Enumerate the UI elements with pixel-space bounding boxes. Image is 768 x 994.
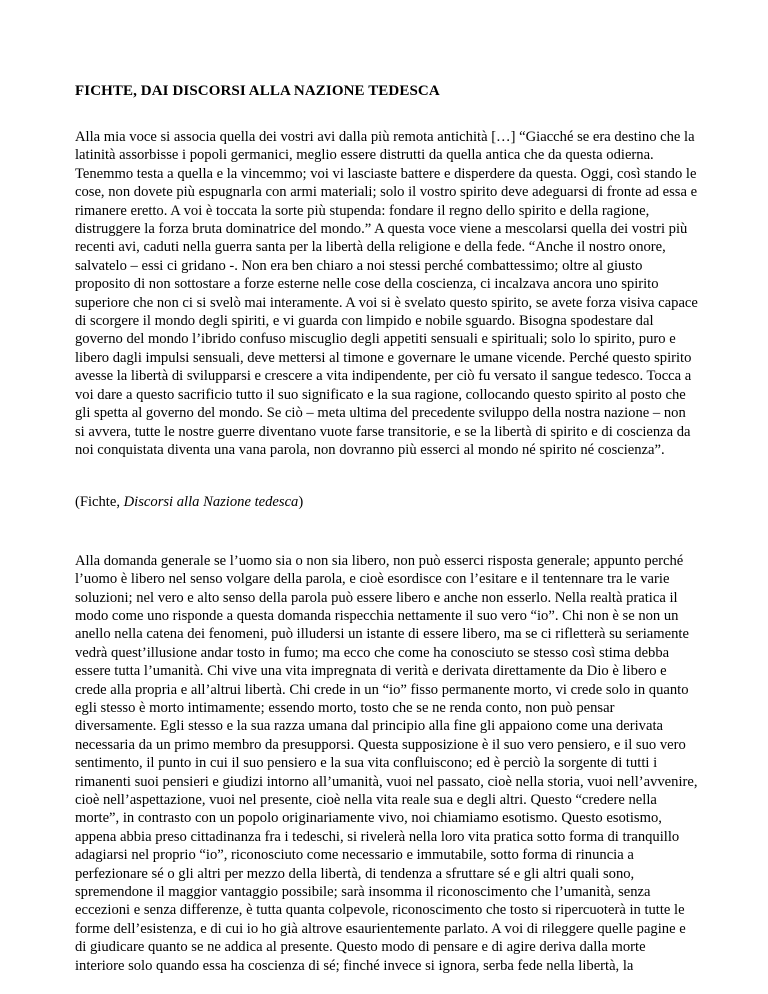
source-prefix: (Fichte, [75, 494, 124, 511]
source-title: Discorsi alla Nazione tedesca [123, 494, 299, 511]
paragraph-liberta: Alla domanda generale se l’uomo sia o non sia libero, non può esserci risposta generale; appunto perché l’uomo è libero nel senso volgare della parola, e cioè esordisce con l’esitare e il tentennare tra le varie soluzioni; nel vero e alto senso della parola può essere libero e anche non esserlo. Nella realtà pratica il modo come uno risponde a questa domanda rispecchia nettamente il suo vero “io”. Chi non è se non un anello nella catena dei fenomeni, può illudersi un istante di essere libero, ma se ci rifletterà su seriamente vedrà quest’illusione andar tosto in fumo; ma ecco che come ha conosciuto se stesso così stima debba essere tutta l’umanità. Chi vive una vita impregnata di verità e derivata direttamente da Dio è libero e crede alla propria e all’altrui libertà. Chi crede in un “io” fisso permanente morto, vi crede solo in quanto egli stesso è morto intimamente; essendo morto, tosto che se ne renda conto, non può pensar diversamente. Egli stesso e la sua razza umana dal principio alla fine gli appaiono come una derivata necessaria da un primo membro da presupporsi. Questa supposizione è il suo vero pensiero, e il suo vero sentimento, il punto in cui il suo pensiero e la sua vita confluiscono; ed è perciò la sorgente di tutti i rimanenti suoi pensieri e giudizi intorno all’umanità, vuoi nel passato, cioè nella storia, vuoi nell’avvenire, cioè nell’aspettazione, vuoi nel presente, cioè nella vita reale sua e degli altri. Questo “credere nella morte”, in contrasto con un popolo originariamente vivo, noi chiamiamo esotismo. Questo esotismo, appena abbia preso cittadinanza fra i tedeschi, si rivelerà nella loro vita pratica sotto forma di tranquillo adagiarsi nel proprio “io”, riconosciuto come necessario e immutabile, sotto forma di rinuncia a perfezionare sé o gli altri per mezzo della libertà, di tendenza a sfruttare sé e gli altri quali sono, spremendone il maggior vantaggio possibile; sarà insomma il riconoscimento che l’umanità, senza eccezioni e senza differenze, è tutta quanta colpevole, riconoscimento che tosto si ripercuoterà in tutte le forme dell’esistenza, e di cui io ho già altrove esaurientemente parlato. A voi di rileggere quelle pagine e di giudicare quanto se ne addica al presente. Questo modo di pensare e di agire deriva dalla morte interiore solo quando essa ha coscienza di sé; finché invece si ignora, serba fede nella libertà, la [75, 552, 698, 974]
source-suffix: ) [298, 494, 304, 511]
source-citation [75, 493, 698, 511]
paragraph-fichte-quote: Alla mia voce si associa quella dei vostri avi dalla più remota antichità […] “Giacché se era destino che la latinità assorbisse i popoli germanici, meglio essere distrutti da quella antica che da questa odierna. Tenemmo testa a quella e la vincemmo; voi vi lasciaste battere e disperdere da questa. Oggi, così stando le cose, non dovete più espugnarla con armi materiali; solo il vostro spirito deve adeguarsi di fronte ad essa e rimanere eretto. A voi è toccata la sorte più stupenda: fondare il regno dello spirito e della ragione, distruggere la forza bruta dominatrice del mondo.” A questa voce viene a mescolarsi quella dei vostri più recenti avi, caduti nella guerra santa per la libertà della religione e della fede. “Anche il nostro onore, salvatelo – essi ci gridano -. Non era ben chiaro a noi stessi perché combattessimo; oltre al giusto proposito di non sottostare a forze esterne nelle cose della coscienza, ci incalzava ancora uno spirito superiore che non ci si svelò mai interamente. A voi si è svelato questo spirito, se avete forza visiva capace di scorgere il mondo degli spiriti, e vi guarda con limpido e nobile sguardo. Bisogna spodestare dal governo del mondo l’ibrido confuso miscuglio degli appetiti sensuali e spirituali; solo lo spirito, puro e libero dagli impulsi sensuali, deve mettersi al timone e governare le umane vicende. Perché questo spirito avesse la libertà di svilupparsi e crescere a vita indipendente, per ciò fu versato il sangue tedesco. Tocca a voi dare a questo sacrificio tutto il suo significato e la sua ragione, collocando questo spirito al posto che gli spetta al governo del mondo. Se ciò – meta ultima del precedente sviluppo della nostra nazione – non si avvera, tutte le nostre guerre diventano vuote farse transitorie, e se la libertà di spirito e di coscienza da noi conquistata diventa una vana parola, non dovranno più esserci al mondo né spirito né coscienza”. [75, 129, 698, 458]
document-title: FICHTE, DAI DISCORSI ALLA NAZIONE TEDESCA [75, 83, 440, 99]
